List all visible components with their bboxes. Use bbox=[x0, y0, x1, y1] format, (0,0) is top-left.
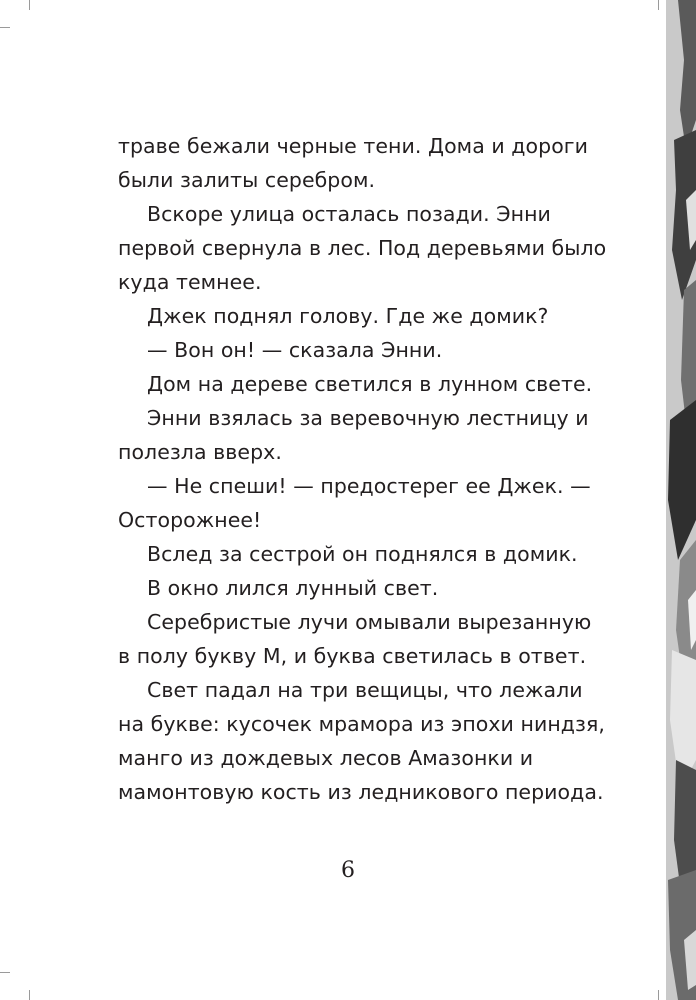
text-line: Энни взялась за веревочную лестницу и bbox=[147, 406, 589, 430]
crop-mark-top-left bbox=[0, 27, 10, 28]
text-line: Свет падал на три вещицы, что лежали bbox=[147, 678, 583, 702]
crop-mark-top-right-vertical bbox=[658, 0, 659, 10]
text-line: манго из дождевых лесов Амазонки и bbox=[118, 746, 534, 770]
text-line: в полу букву М, и буква светилась в ответ. bbox=[118, 644, 587, 668]
text-line: Вскоре улица осталась позади. Энни bbox=[147, 202, 551, 226]
text-line: траве бежали черные тени. Дома и дороги bbox=[118, 134, 588, 158]
text-line: Джек поднял голову. Где же домик? bbox=[147, 304, 549, 328]
text-line: Дом на дереве светился в лунном свете. bbox=[147, 372, 593, 396]
crop-mark-top-left-vertical bbox=[29, 0, 30, 10]
edge-illustration bbox=[666, 0, 696, 1000]
crop-mark-bottom-left bbox=[0, 972, 10, 973]
text-line: на букве: кусочек мрамора из эпохи ниндзя, bbox=[118, 712, 605, 736]
text-line: Осторожнее! bbox=[118, 508, 262, 532]
crop-mark-bottom-right-vertical bbox=[658, 990, 659, 1000]
text-line: полезла вверх. bbox=[118, 440, 282, 464]
text-line: Вслед за сестрой он поднялся в домик. bbox=[147, 542, 578, 566]
text-line: — Не спеши! — предостерег ее Джек. — bbox=[147, 474, 591, 498]
text-line: куда темнее. bbox=[118, 270, 262, 294]
text-line: первой свернула в лес. Под деревьями было bbox=[118, 236, 607, 260]
page-number: 6 bbox=[341, 858, 355, 883]
crop-mark-bottom-left-vertical bbox=[29, 990, 30, 1000]
text-line: мамонтовую кость из ледникового периода. bbox=[118, 780, 604, 804]
text-line: — Вон он! — сказала Энни. bbox=[147, 338, 443, 362]
text-line: были залиты серебром. bbox=[118, 168, 376, 192]
text-line: В окно лился лунный свет. bbox=[147, 576, 439, 600]
text-line: Серебристые лучи омывали вырезанную bbox=[147, 610, 592, 634]
